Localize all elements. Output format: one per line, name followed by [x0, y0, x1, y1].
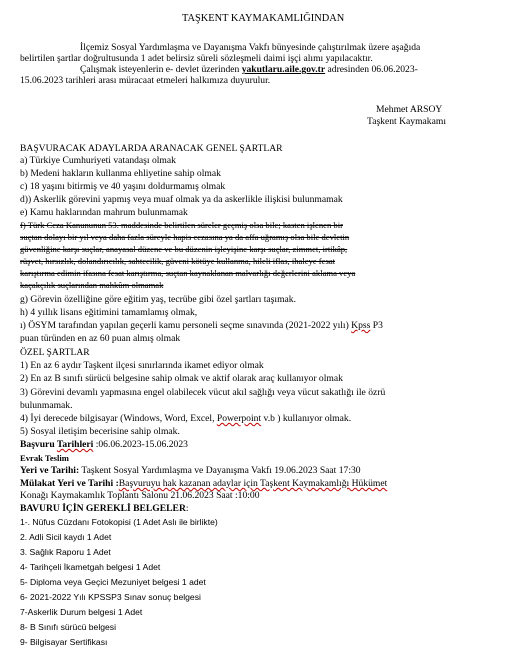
interview-label: Mülakat Yeri ve Tarihi :: [20, 478, 119, 489]
intro-line-3-post: adresinden 06.06.2023-: [325, 64, 418, 75]
special-item-4-post: v.b ) kullanıyor olmak.: [261, 413, 352, 424]
general-item-e: e) Kamu haklarından mahrum bulunmamak: [20, 207, 188, 218]
document-item-5: 5- Diploma veya Geçici Mezuniyet belgesi 1 adet: [20, 577, 206, 587]
document-item-2: 2. Adli Sicil kaydı 1 Adet: [20, 532, 112, 542]
interview-place: [20, 478, 387, 489]
application-dates-label: Başvuru: [20, 439, 57, 450]
general-requirements-heading: BAŞVURACAK ADAYLARDA ARANACAK GENEL ŞARTLAR: [20, 143, 283, 154]
general-item-f-line-4: rüşvet, hırsızlık, dolandırıcılık, sahtecilik, güveni kötüye kullanma, hileli iflas, ihaleye fesat: [20, 256, 336, 266]
document-item-1: 1-. Nüfus Cüzdanı Fotokopisi (1 Adet Aslı ile birlikte): [20, 517, 218, 527]
general-item-i-kpss: Kpss: [351, 320, 371, 331]
general-item-f-line-6: kaçakçılık suçlarından mahkûm olmamak: [20, 280, 164, 290]
intro-line-3-pre: Çalışmak isteyenlerin e- devlet üzerinden: [80, 64, 242, 75]
special-item-1: 1) En az 6 aydır Taşkent ilçesi sınırlarında ikamet ediyor olmak: [20, 360, 264, 371]
general-item-b: b) Medeni hakların kullanma ehliyetine sahip olmak: [20, 168, 221, 179]
general-item-g: g) Görevin özelliğine göre eğitim yaş, tecrübe gibi özel şartları taşımak.: [20, 294, 296, 305]
intro-line-2: belirtilen şartlar doğrultusunda 1 adet belirsiz süreli sözleşmeli daimi işçi alımı yapılacaktır.: [20, 53, 373, 64]
application-dates-value: :06.06.2023-15.06.2023: [93, 439, 188, 450]
general-item-f-line-3: güvenliğine karşı suçlar, anayasal düzene ve bu düzenin işleyişine karşı suçlar, zimmet, irtikâp,: [20, 244, 348, 254]
delivery-place: [20, 465, 361, 476]
intro-line-1: İlçemiz Sosyal Yardımlaşma ve Dayanışma Vakfı bünyesinde çalıştırılmak üzere aşağıda: [80, 42, 421, 53]
special-item-4-pre: 4) İyi derecede bilgisayar (Windows, Word, Excel,: [20, 413, 217, 424]
general-item-d: d)) Askerlik görevini yapmış veya muaf olmak ya da askerlikle ilişkisi bulunmamak: [20, 194, 343, 205]
required-documents-heading-colon: :: [185, 503, 189, 514]
special-item-2: 2) En az B sınıfı sürücü belgesine sahip olmak ve aktif olarak araç kullanıyor olmak: [20, 373, 343, 384]
general-item-c: c) 18 yaşını bitirmiş ve 40 yaşını doldurmamış olmak: [20, 181, 226, 192]
application-website-link[interactable]: yakutlaru.aile.gov.tr: [241, 64, 326, 75]
interview-place-line-2: Konağı Kaymakamlık Toplantı Salonu 21.06.2023 Saat :10:00: [20, 490, 260, 501]
delivery-place-value: Taşkent Sosyal Yardımlaşma ve Dayanışma Vakfı 19.06.2023 Saat 17:30: [79, 465, 361, 476]
special-item-4: [20, 413, 351, 424]
document-item-4: 4- Tarihçeli İkametgah belgesi 1 Adet: [20, 562, 161, 572]
document-item-8: 8- B Sınıfı sürücü belgesi: [20, 622, 117, 632]
general-item-a: a) Türkiye Cumhuriyeti vatandaşı olmak: [20, 155, 176, 166]
required-documents-heading-text: BAVURU İÇİN GEREKLİ BELGELER: [20, 503, 186, 514]
special-requirements-heading: ÖZEL ŞARTLAR: [20, 347, 90, 358]
signature-role: Taşkent Kaymakamı: [367, 116, 446, 127]
general-item-i-line-1: [20, 320, 383, 331]
general-item-i-post: P3: [370, 320, 383, 331]
required-documents-heading: [20, 503, 189, 514]
general-item-f-line-2: suçtan dolayı bir yıl veya daha fazla süreyle hapis cezasına ya da affa uğramış olsa bile devletin: [20, 232, 350, 242]
special-item-3-line-2: bulunmamak.: [20, 400, 73, 411]
general-item-f-line-5: karıştırma edimin ifasına fesat karıştırma, suçtan kaynaklanan malvarlığı değerlerini aklama veya: [20, 268, 356, 278]
general-item-i-line-2: puan türünden en az 60 puan almış olmak: [20, 333, 181, 344]
intro-line-4: 15.06.2023 tarihleri arası müracaat etmeleri halkımıza duyurulur.: [20, 75, 271, 86]
document-item-6: 6- 2021-2022 Yılı KPSSP3 Sınav sonuç belgesi: [20, 592, 201, 602]
general-item-h: h) 4 yıllık lisans eğitimini tamamlamış olmak,: [20, 307, 198, 318]
document-title: TAŞKENT KAYMAKAMLIĞINDAN: [182, 13, 345, 24]
signature-name: Mehmet ARSOY: [376, 104, 443, 115]
delivery-place-label: Yeri ve Tarihi:: [20, 465, 80, 476]
special-item-3-line-1: 3) Görevini devamlı yapmasına engel olabilecek vücut akıl sağlığı veya vücut sakatlığı ile özrü: [20, 387, 386, 398]
application-dates: [20, 439, 188, 450]
interview-value: Başvuruyu hak kazanan adaylar için Taşkent Kaymakamlığı Hükümet: [118, 478, 388, 489]
general-item-f-line-1: f) Türk Ceza Kanununun 53. maddesinde belirtilen süreler geçmiş olsa bile; kasten işlenen bir: [20, 220, 343, 230]
document-item-7: 7-Askerlik Durum belgesi 1 Adet: [20, 607, 143, 617]
intro-line-3: [20, 64, 418, 75]
document-item-9: 9- Bilgisayar Sertifikası: [20, 637, 108, 647]
application-dates-label-tarihleri: Tarihleri: [56, 439, 94, 450]
general-item-i-pre: ı) ÖSYM tarafından yapılan geçerli kamu personeli seçme sınavında (2021-2022 yılı): [20, 320, 352, 331]
document-item-3: 3. Sağlık Raporu 1 Adet: [20, 547, 111, 557]
special-item-5: 5) Sosyal iletişim becerisine sahip olmak.: [20, 426, 180, 437]
delivery-heading: Evrak Teslim: [20, 453, 69, 463]
special-item-4-powerpoint: Powerpoint: [216, 413, 262, 424]
